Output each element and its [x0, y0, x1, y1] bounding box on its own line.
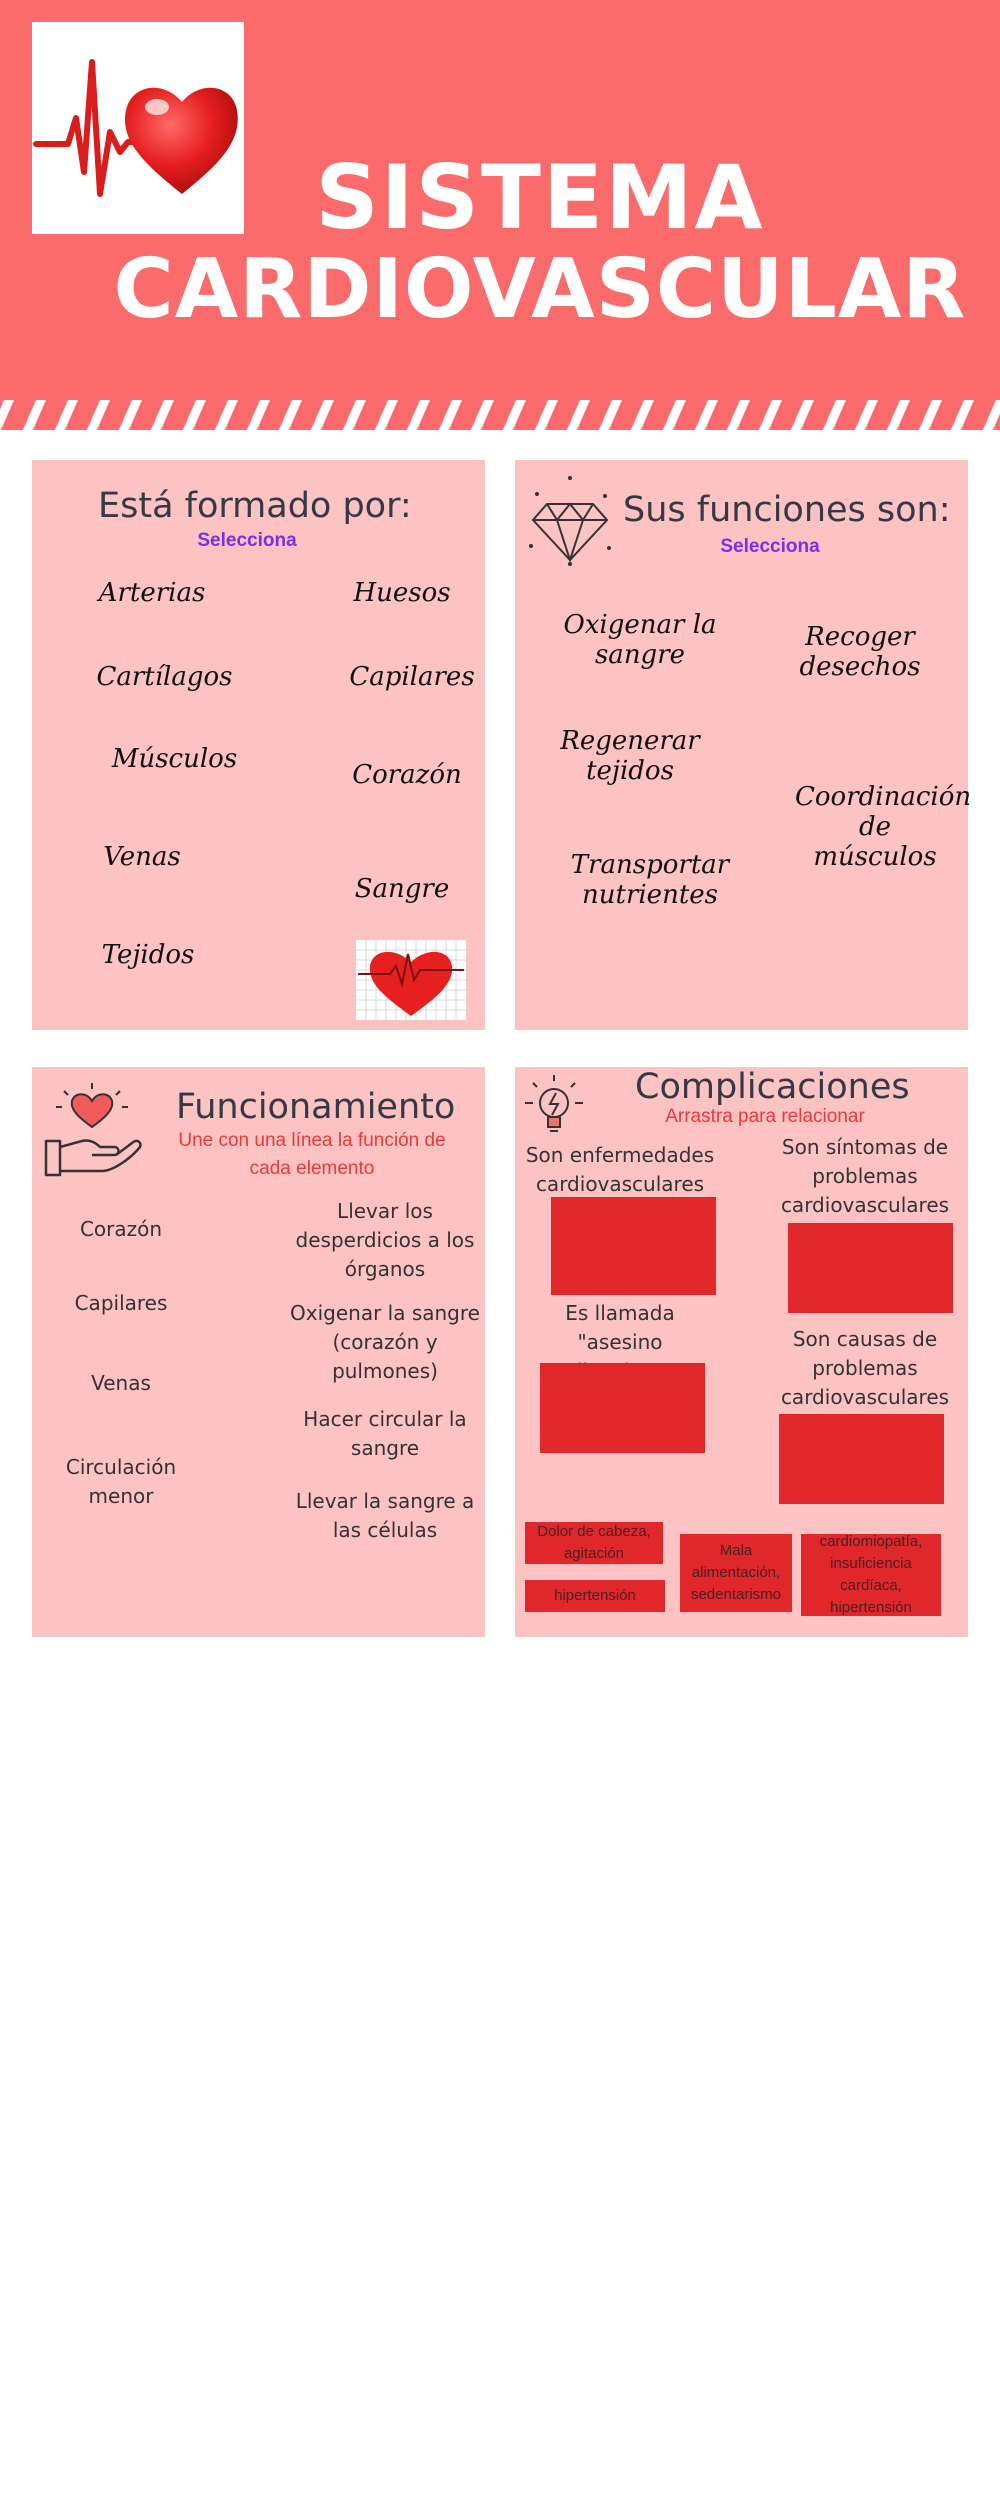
hint-arrastra: Arrastra para relacionar: [665, 1106, 865, 1127]
option-coordinacion-musculos[interactable]: Coordinación de músculos: [795, 782, 972, 872]
panel-formado-por: [32, 460, 485, 1030]
function-oxigenar-sangre[interactable]: Oxigenar la sangre (corazón y pulmones): [290, 1301, 480, 1383]
option-huesos[interactable]: Huesos: [353, 578, 451, 608]
element-capilares[interactable]: Capilares: [74, 1291, 168, 1315]
option-transportar-nutrientes[interactable]: Transportar nutrientes: [570, 850, 730, 910]
function-hacer-circular[interactable]: Hacer circular la sangre: [303, 1407, 467, 1460]
panel-title-funciones: Sus funciones son:: [623, 490, 951, 530]
option-regenerar-tejidos[interactable]: Regenerar tejidos: [560, 726, 700, 786]
page-title-line-1: SISTEMA: [315, 146, 765, 249]
element-circulacion-menor[interactable]: Circulación menor: [65, 1455, 177, 1508]
option-sangre[interactable]: Sangre: [354, 874, 450, 904]
prompt-asesino-silencioso: Es llamada "asesino: [565, 1301, 675, 1354]
panel-title-funcionamiento: Funcionamiento: [176, 1087, 456, 1127]
hint-une-con-linea: Une con una línea la función de cada elemento: [178, 1130, 446, 1179]
prompt-enfermedades: Son enfermedades cardiovasculares: [525, 1143, 715, 1196]
panel-title-complicaciones: Complicaciones: [635, 1067, 910, 1107]
panel-title-formado: Está formado por:: [98, 486, 412, 526]
draggable-chip-dolor-cabeza[interactable]: Dolor de cabeza, agitación: [525, 1522, 663, 1564]
draggable-chip-mala-alimentacion[interactable]: Mala alimentación, sedentarismo: [680, 1534, 792, 1612]
prompt-causas: Son causas de problemas cardiovasculares: [780, 1327, 950, 1409]
drop-zone-sintomas[interactable]: [788, 1223, 953, 1313]
panel-complicaciones: [515, 1067, 968, 1637]
heart-with-heartbeat-line-icon: [32, 22, 244, 234]
drop-zone-enfermedades[interactable]: [551, 1197, 716, 1295]
page-title-line-2: CARDIOVASCULAR: [113, 242, 967, 337]
function-llevar-desperdicios[interactable]: Llevar los desperdicios a los órganos: [295, 1199, 475, 1281]
option-capilares[interactable]: Capilares: [349, 662, 475, 692]
option-venas[interactable]: Venas: [103, 842, 181, 872]
draggable-chip-hipertension[interactable]: hipertensión: [525, 1580, 665, 1612]
drop-zone-causas[interactable]: [779, 1414, 944, 1504]
function-llevar-sangre-celulas[interactable]: Llevar la sangre a las células: [295, 1489, 475, 1542]
element-venas[interactable]: Venas: [91, 1371, 151, 1395]
option-recoger-desechos[interactable]: Recoger desechos: [799, 622, 921, 682]
logo-image: [32, 22, 244, 234]
prompt-sintomas: Son síntomas de problemas cardiovasculares: [780, 1135, 950, 1217]
element-corazon[interactable]: Corazón: [79, 1217, 163, 1241]
header-banner: [0, 0, 1000, 430]
option-tejidos[interactable]: Tejidos: [101, 940, 195, 970]
option-oxigenar-sangre[interactable]: Oxigenar la sangre: [563, 610, 717, 670]
option-arterias[interactable]: Arterias: [98, 578, 206, 608]
diamond-icon: [527, 474, 613, 566]
hint-selecciona: Selecciona: [197, 530, 297, 551]
panel-funciones: [515, 460, 972, 1030]
option-cartilagos[interactable]: Cartílagos: [96, 662, 233, 692]
drop-zone-asesino-silencioso[interactable]: [540, 1363, 705, 1453]
heart-ecg-icon: [356, 940, 466, 1020]
option-musculos[interactable]: Músculos: [111, 744, 238, 774]
diagonal-stripes-divider: [0, 400, 1000, 430]
hint-selecciona: Selecciona: [720, 536, 820, 557]
hand-holding-heart-icon: [42, 1081, 146, 1179]
lightbulb-icon: [519, 1071, 589, 1141]
draggable-chip-cardiomiopatia[interactable]: cardiomiopatía, insuficiencia cardíaca, hipertensión: [801, 1534, 941, 1616]
panel-funcionamiento: [32, 1067, 485, 1637]
option-corazon[interactable]: Corazón: [352, 760, 462, 790]
